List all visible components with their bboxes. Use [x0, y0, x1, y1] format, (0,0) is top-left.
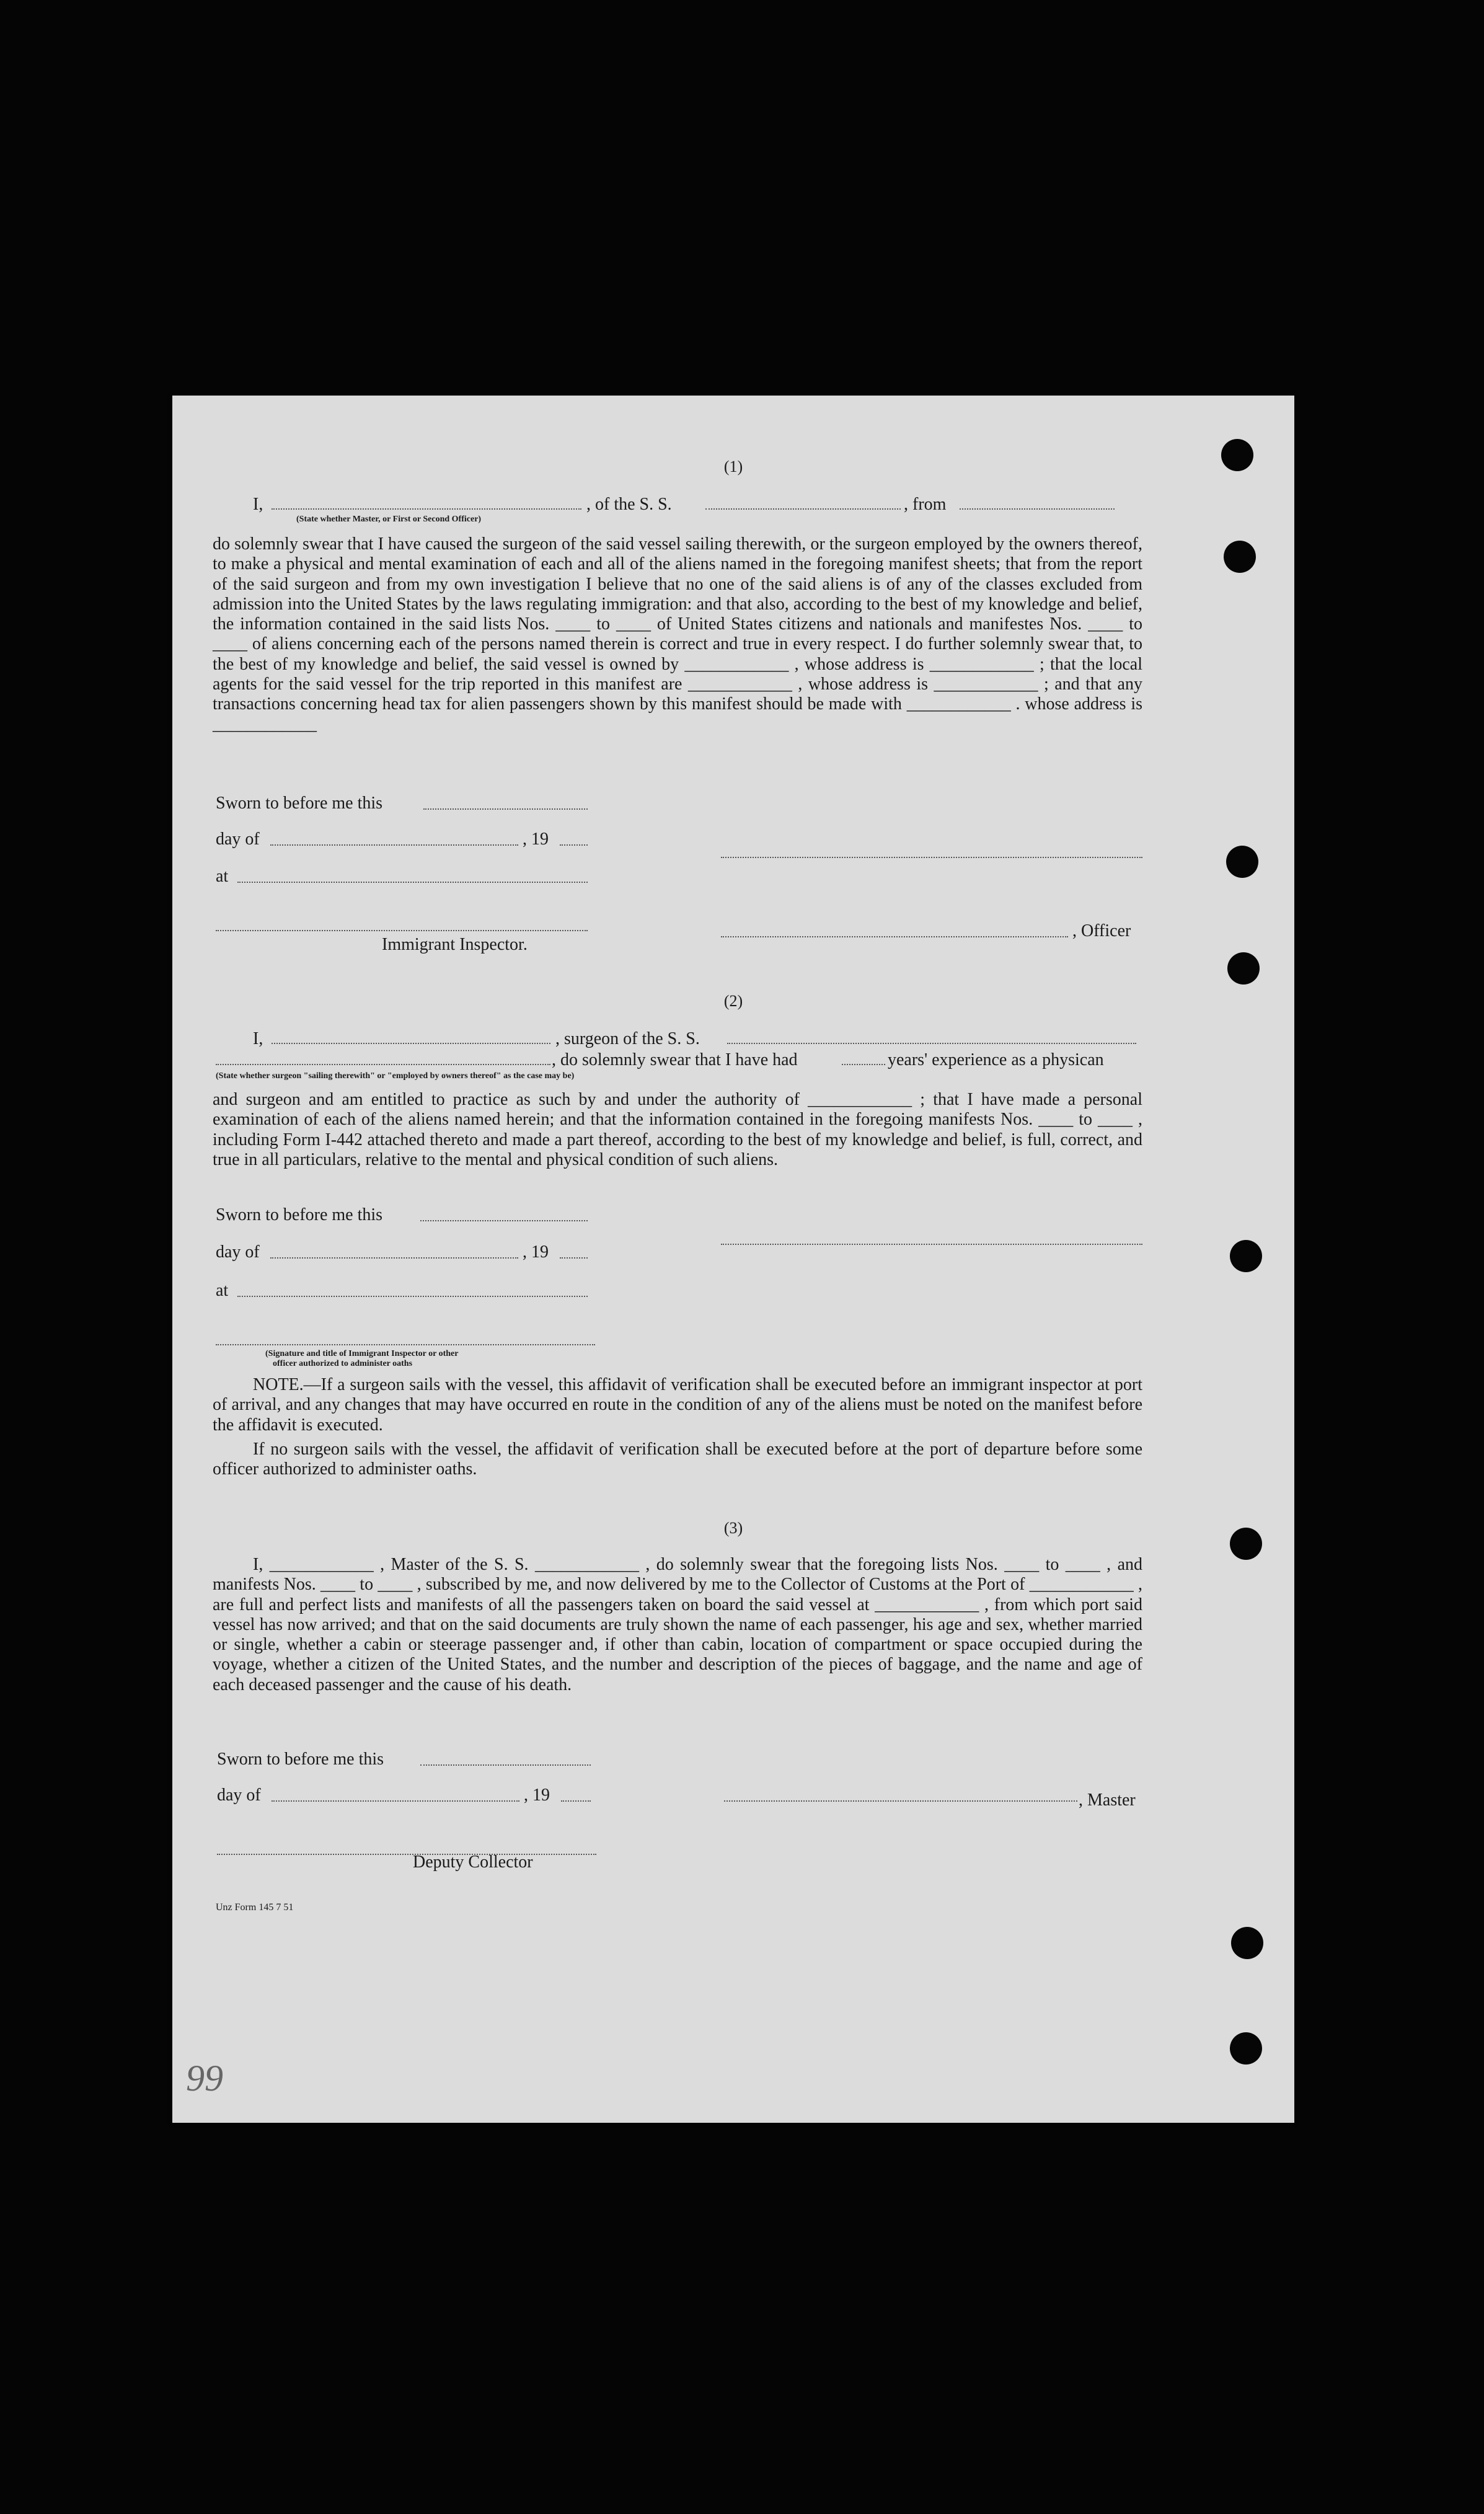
- handwritten-mark: 99: [186, 2058, 223, 2099]
- section-3-deputy: Deputy Collector: [413, 1852, 533, 1872]
- section-2-day-of: day of: [216, 1242, 260, 1262]
- section-1-number: (1): [723, 458, 743, 476]
- section-2-at: at: [216, 1281, 229, 1300]
- surgeon-name-blank: [272, 1043, 550, 1044]
- day-blank: [270, 844, 518, 846]
- day-blank-3: [272, 1800, 519, 1802]
- collector-signature-blank: [217, 1854, 596, 1855]
- section-2-note-para-2: If no surgeon sails with the vessel, the affidavit of verification shall be executed before at the port of departure before some officer authorized to administer oaths.: [213, 1440, 1142, 1479]
- section-2-line2b: years' experience as a physican: [888, 1050, 1104, 1069]
- year-blank: [560, 844, 588, 846]
- years-blank: [842, 1064, 885, 1065]
- signature-blank: [721, 857, 1142, 858]
- sworn-blank-3: [420, 1764, 591, 1766]
- punch-hole-icon: [1230, 1240, 1262, 1272]
- section-2-sig-note-1: (Signature and title of Immigrant Inspector or other: [265, 1349, 459, 1358]
- sworn-blank: [423, 808, 588, 810]
- inspector-signature-blank: [216, 930, 588, 931]
- punch-hole-icon: [1224, 541, 1256, 573]
- punch-hole-icon: [1230, 2032, 1262, 2065]
- punch-hole-icon: [1221, 439, 1253, 471]
- punch-hole-icon: [1231, 1927, 1263, 1959]
- at-blank: [237, 882, 588, 883]
- punch-hole-icon: [1226, 846, 1258, 878]
- officer-name-blank: [272, 508, 581, 510]
- section-3-19: , 19: [524, 1786, 550, 1805]
- section-2-body: and surgeon and am entitled to practice as such by and under the authority of ____________ ; that I have made a personal examination of each of the aliens named herein; and that the information contained in the foregoing manifests Nos. ____ to ____ , including Form I-442 attached thereto and made a part thereof, according to the best of my knowledge and belief, is full, correct, and true in all particulars, relative to the mental and physical condition of such aliens.: [213, 1090, 1142, 1169]
- manifest-form-page: [172, 396, 1294, 2123]
- surgeon-signature-blank: [721, 1244, 1142, 1245]
- section-1-line1-i: I,: [253, 495, 263, 514]
- day-blank-2: [270, 1257, 518, 1259]
- sworn-blank-2: [420, 1220, 588, 1221]
- punch-hole-icon: [1227, 952, 1260, 985]
- section-2-19: , 19: [523, 1242, 549, 1262]
- port-from-blank: [960, 508, 1115, 510]
- vessel-name-blank: [705, 508, 901, 510]
- surgeon-vessel-blank: [727, 1043, 1136, 1044]
- section-1-from: , from: [904, 495, 947, 514]
- section-1-sworn: Sworn to before me this: [216, 794, 383, 813]
- year-blank-3: [561, 1800, 591, 1802]
- section-1-body: do solemnly swear that I have caused the surgeon of the said vessel sailing therewith, or the surgeon employed by the owners thereof, to make a physical and mental examination of each and all of the aliens named in the foregoing manifest sheets; that from the report of the said surgeon and from my own investigation I believe that no one of the said aliens is of any of the classes excluded from admission into the United States by the laws regulating immigration: and that also, according to the best of my knowledge and belief, the information contained in the said lists Nos. ____ to ____ of United States citizens and nationals and manifestes Nos. ____ to ____ of aliens concerning each of the persons named therein is correct and true in every respect. I do further solemnly swear that, to the best of my knowledge and belief, the said vessel is owned by ____________ , whose address is ____________ ; that the local agents for the said vessel for the trip reported in this manifest are ____________ , whose address is ____________ ; and that any transactions concerning head tax for alien passengers shown by this manifest should be made with ____________ . whose address is ____________: [213, 534, 1142, 734]
- surgeon-status-blank: [216, 1064, 550, 1065]
- section-1-19: , 19: [523, 830, 549, 849]
- section-2-line2: , do solemnly swear that I have had: [552, 1050, 798, 1069]
- section-2-note-para-1: NOTE.—If a surgeon sails with the vessel, this affidavit of verification shall be executed before an immigrant inspector at port of arrival, and any changes that may have occurred en route in the condition of any of the aliens must be noted on the manifest before the affidavit is executed.: [213, 1375, 1142, 1435]
- section-1-inspector: Immigrant Inspector.: [382, 935, 528, 954]
- section-3-body: I, ____________ , Master of the S. S. ____________ , do solemnly swear that the foregoing lists Nos. ____ to ____ , and manifests Nos. ____ to ____ , subscribed by me, and now delivered by me to the Collector of Customs at the Port of ____________ , are full and perfect lists and manifests of all the passengers taken on board the said vessel at ____________ , from which port said vessel has now arrived; and that on the said documents are truly shown the name of each passenger, his age and sex, whether married or single, whether a cabin or steerage passenger and, if other than cabin, location of compartment or space occupied during the voyage, whether a citizen of the United States, and the number and description of the pieces of baggage, and the name and age of each deceased passenger and the cause of his death.: [213, 1555, 1142, 1694]
- officer-signature-blank: [721, 936, 1068, 937]
- at-blank-2: [237, 1296, 588, 1297]
- section-2-note: (State whether surgeon "sailing therewith" or "employed by owners thereof" as the case may be): [216, 1071, 575, 1081]
- year-blank-2: [560, 1257, 588, 1259]
- inspector-signature-blank-2: [216, 1344, 595, 1345]
- section-2-number: (2): [723, 992, 743, 1010]
- master-signature-blank: [724, 1800, 1077, 1802]
- section-1-at: at: [216, 867, 229, 886]
- section-2-line1-i: I,: [253, 1029, 263, 1048]
- section-3-day-of: day of: [217, 1786, 261, 1805]
- section-3-sworn: Sworn to before me this: [217, 1750, 384, 1769]
- punch-hole-icon: [1230, 1528, 1262, 1560]
- section-1-officer: , Officer: [1072, 921, 1131, 941]
- section-1-day-of: day of: [216, 830, 260, 849]
- section-1-note: (State whether Master, or First or Second Officer): [296, 515, 482, 524]
- section-1-of-ss: , of the S. S.: [586, 495, 672, 514]
- section-2-surgeon-of: , surgeon of the S. S.: [555, 1029, 700, 1048]
- section-2-sig-note-2: officer authorized to administer oaths: [273, 1359, 413, 1368]
- section-3-number: (3): [723, 1519, 743, 1537]
- form-number: Unz Form 145 7 51: [216, 1902, 294, 1913]
- section-3-master: , Master: [1079, 1790, 1136, 1810]
- section-2-sworn: Sworn to before me this: [216, 1205, 383, 1224]
